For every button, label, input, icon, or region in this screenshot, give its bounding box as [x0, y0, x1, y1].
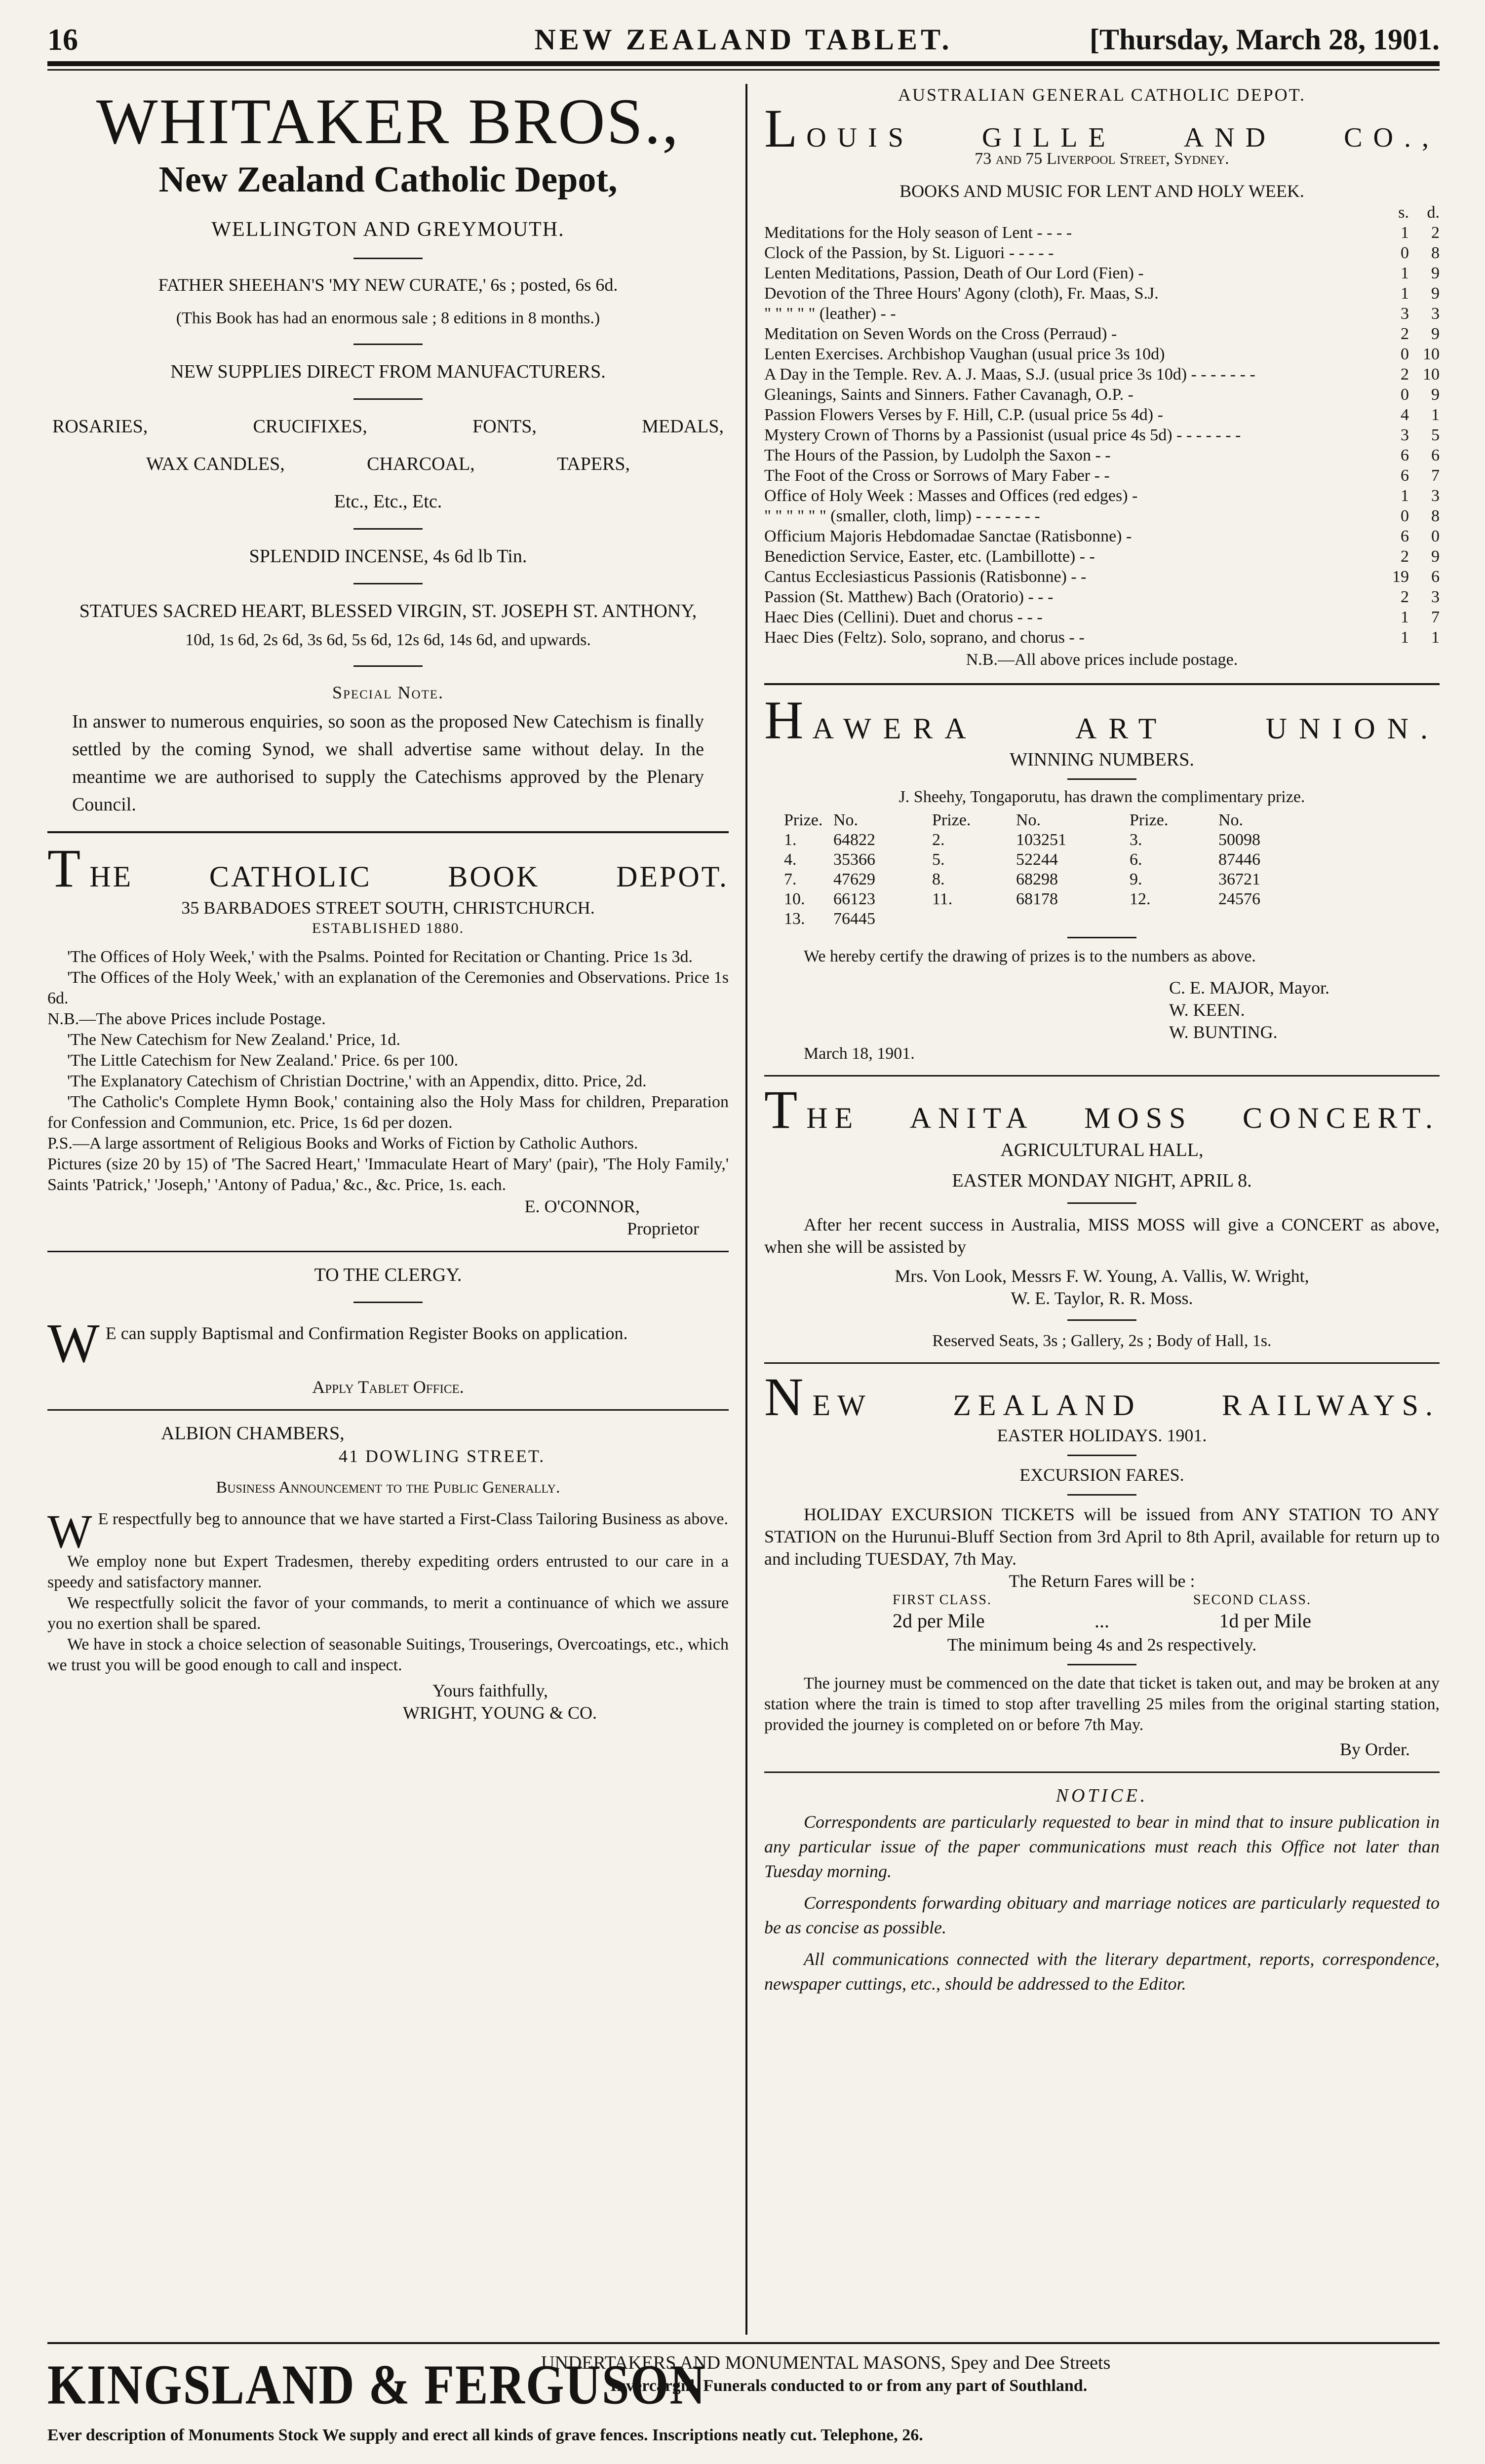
- list-item: 'The Explanatory Catechism of Christian Doctrine,' with an Appendix, ditto. Price, 2d.: [67, 1072, 647, 1090]
- prize-number: 64822: [833, 831, 875, 849]
- hawera-signer: W. BUNTING.: [1169, 1022, 1278, 1042]
- hawera-advert: [764, 690, 1440, 1064]
- left-column: [47, 84, 729, 1724]
- masthead: [47, 20, 1440, 64]
- clergy-advert: [47, 1263, 729, 1398]
- divider: [353, 583, 423, 584]
- item-shillings: 0: [1401, 507, 1409, 525]
- special-note-text: In answer to numerous enquiries, so soon as the proposed New Catechism is finally settled by the coming Synod, we shall advertise same without delay. In the meantime we are authorised to supply the Catechisms approved by the Plenary Council.: [72, 711, 704, 815]
- railways-minimum: The minimum being 4s and 2s respectively.: [947, 1635, 1257, 1655]
- drop-cap: N: [764, 1367, 806, 1427]
- prize-table-header: [784, 810, 1440, 830]
- price-row: [764, 465, 1440, 486]
- second-class-label: SECOND CLASS.: [1193, 1592, 1311, 1608]
- list-item: 'The Offices of Holy Week,' with the Psalms. Pointed for Recitation or Chanting. Price 1s 3d.: [67, 948, 693, 966]
- price-row: [764, 344, 1440, 364]
- item-pence: 1: [1431, 406, 1440, 424]
- prize-rank: 3.: [1130, 831, 1142, 849]
- heading-word: AND: [1183, 122, 1277, 153]
- price-row: [764, 587, 1440, 607]
- price-row: [764, 526, 1440, 546]
- book-depot-heading: [47, 838, 729, 898]
- item-pence: 8: [1431, 507, 1440, 525]
- heading-word: GILLE: [981, 122, 1116, 153]
- prize-number: [1016, 909, 1130, 929]
- prize-table: [784, 830, 1440, 929]
- item-shillings: 6: [1401, 446, 1409, 464]
- price-row: [764, 567, 1440, 587]
- special-note-title: Special Note.: [332, 683, 444, 702]
- fare-dots: ...: [1094, 1610, 1109, 1632]
- item-pence: 9: [1431, 284, 1440, 303]
- item-shillings: 19: [1392, 568, 1409, 586]
- heading-word: CONCERT.: [1243, 1102, 1440, 1134]
- item-shillings: 0: [1401, 345, 1409, 363]
- item-pence: 7: [1431, 466, 1440, 485]
- notice-p1: Correspondents are particularly requested to bear in mind that to insure publication in any particular issue of the paper communications must reach this Office not later than Tuesday morning.: [764, 1812, 1440, 1881]
- albion-signer: WRIGHT, YOUNG & CO.: [403, 1703, 597, 1723]
- albion-p3: We respectfully solicit the favor of your commands, to merit a continuance of which we assure you no exertion shall be spared.: [47, 1594, 729, 1633]
- item-pence: 8: [1431, 244, 1440, 262]
- hawera-complimentary: J. Sheehy, Tongaporutu, has drawn the complimentary prize.: [899, 788, 1305, 806]
- col-no: No.: [1218, 811, 1244, 829]
- divider: [353, 258, 423, 259]
- item: WAX CANDLES,: [146, 454, 285, 474]
- item-pence: 3: [1431, 588, 1440, 606]
- railways-fares: EXCURSION FARES.: [1019, 1465, 1184, 1485]
- footer-line1: UNDERTAKERS AND MONUMENTAL MASONS, Spey and Dee Streets: [541, 2352, 1111, 2373]
- louis-address: 73 and 75 Liverpool Street, Sydney.: [975, 150, 1229, 168]
- albion-p2: We employ none but Expert Tradesmen, thereby expediting orders entrusted to our care in a speedy and satisfactory manner.: [47, 1552, 729, 1591]
- heading-word: HE: [89, 860, 133, 893]
- section-rule: [764, 1771, 1440, 1773]
- divider: [1067, 1202, 1136, 1204]
- price-row: [764, 304, 1440, 324]
- right-column: [764, 84, 1440, 1996]
- item-shillings: 1: [1401, 284, 1409, 303]
- item-pence: 5: [1431, 426, 1440, 444]
- divider: [1067, 1664, 1136, 1665]
- divider: [1067, 1455, 1136, 1456]
- prize-rank: 2.: [932, 831, 945, 849]
- price-row: [764, 546, 1440, 567]
- item-shillings: 1: [1401, 608, 1409, 626]
- col-s: s.: [1398, 203, 1409, 222]
- newspaper-title: NEW ZEALAND TABLET.: [534, 23, 953, 56]
- drop-cap: T: [764, 1079, 800, 1140]
- item: MEDALS,: [642, 416, 724, 437]
- item: FONTS,: [472, 416, 537, 437]
- whitaker-incense: SPLENDID INCENSE, 4s 6d lb Tin.: [249, 546, 527, 567]
- railways-holidays: EASTER HOLIDAYS. 1901.: [997, 1425, 1207, 1445]
- price-row: [764, 405, 1440, 425]
- albion-announcement: Business Announcement to the Public Generally.: [216, 1478, 560, 1497]
- clergy-text: E can supply Baptismal and Confirmation Register Books on application.: [105, 1323, 628, 1343]
- item-pence: 9: [1431, 325, 1440, 343]
- divider: [353, 1302, 423, 1303]
- page-number: 16: [47, 23, 78, 57]
- divider: [353, 528, 423, 530]
- item-title: Officium Majoris Hebdomadae Sanctae (Ratisbonne) -: [764, 527, 1132, 545]
- section-rule: [47, 1251, 729, 1252]
- louis-gille-advert: [764, 84, 1440, 670]
- prize-rank: 13.: [784, 910, 805, 928]
- item-title: Clock of the Passion, by St. Liguori - - - - -: [764, 244, 1054, 262]
- list-item: Pictures (size 20 by 15) of 'The Sacred Heart,' 'Immaculate Heart of Mary' (pair), 'The Holy Family,' Saints 'Patrick,' 'Joseph,' 'Antony of Padua,' &c., &c. Price, 1s. each.: [47, 1155, 729, 1194]
- list-item: N.B.—The above Prices include Postage.: [47, 1010, 326, 1028]
- list-item: 'The New Catechism for New Zealand.' Price, 1d.: [67, 1031, 401, 1049]
- footer-advert: [47, 2352, 1440, 2451]
- heading-word: DEPOT.: [616, 860, 729, 893]
- heading-word: UNION.: [1265, 712, 1440, 745]
- item-title: Passion (St. Matthew) Bach (Oratorio) - - -: [764, 588, 1054, 606]
- prize-rank: 12.: [1130, 890, 1151, 908]
- item-title: Meditations for the Holy season of Lent - - - -: [764, 224, 1072, 242]
- prize-rank: 9.: [1130, 870, 1142, 888]
- price-list: [764, 223, 1440, 648]
- albion-advert: [47, 1422, 729, 1724]
- list-item: 'The Offices of the Holy Week,' with an explanation of the Ceremonies and Observations. Price 1s 6d.: [47, 968, 729, 1007]
- price-header: [764, 202, 1440, 223]
- item-shillings: 1: [1401, 224, 1409, 242]
- prize-number: 68298: [1016, 870, 1058, 888]
- prize-number: 52244: [1016, 850, 1058, 869]
- anita-assist1: Mrs. Von Look, Messrs F. W. Young, A. Vallis, W. Wright,: [895, 1266, 1309, 1286]
- section-rule: [764, 683, 1440, 685]
- footer-line3: Ever description of Monuments Stock We supply and erect all kinds of grave fences. Inscriptions neatly cut. Telephone, 26.: [47, 2426, 923, 2444]
- item-pence: 1: [1431, 628, 1440, 647]
- list-item: P.S.—A large assortment of Religious Books and Works of Fiction by Catholic Authors.: [47, 1134, 638, 1153]
- railways-order: By Order.: [1340, 1739, 1410, 1759]
- prize-number: 35366: [833, 850, 875, 869]
- col-no: No.: [1016, 811, 1041, 829]
- prize-rank: 5.: [932, 850, 945, 869]
- whitaker-sheehan: FATHER SHEEHAN'S 'MY NEW CURATE,' 6s ; posted, 6s 6d.: [158, 275, 618, 295]
- price-row: [764, 364, 1440, 385]
- item-title: Meditation on Seven Words on the Cross (Perraud) -: [764, 325, 1117, 343]
- item-shillings: 6: [1401, 527, 1409, 545]
- masthead-rule: [47, 61, 1440, 66]
- whitaker-items-row2: [47, 452, 729, 476]
- anita-p1: After her recent success in Australia, MISS MOSS will give a CONCERT as above, when she will be assisted by: [764, 1215, 1440, 1257]
- divider: [353, 665, 423, 667]
- first-class-label: FIRST CLASS.: [893, 1592, 992, 1608]
- prize-rank: [932, 909, 1016, 929]
- item-pence: 10: [1423, 345, 1440, 363]
- whitaker-name: WHITAKER BROS.,: [96, 85, 680, 157]
- item-shillings: 3: [1401, 426, 1409, 444]
- book-depot-established: ESTABLISHED 1880.: [312, 920, 465, 936]
- albion-p1-text: E respectfully beg to announce that we have started a First-Class Tailoring Business as above.: [98, 1510, 729, 1528]
- price-row: [764, 445, 1440, 465]
- price-row: [764, 607, 1440, 627]
- item-title: Cantus Ecclesiasticus Passionis (Ratisbonne) - -: [764, 568, 1087, 586]
- item-shillings: 1: [1401, 487, 1409, 505]
- notice-p2: Correspondents forwarding obituary and marriage notices are particularly requested to be as concise as possible.: [764, 1893, 1440, 1937]
- heading-word: CATHOLIC: [209, 860, 372, 893]
- book-depot-address: 35 BARBADOES STREET SOUTH, CHRISTCHURCH.: [181, 898, 595, 918]
- item: CHARCOAL,: [367, 454, 475, 474]
- clergy-apply: Apply Tablet Office.: [312, 1377, 464, 1397]
- notice-title: NOTICE.: [1055, 1785, 1148, 1806]
- item-title: The Foot of the Cross or Sorrows of Mary Faber - -: [764, 466, 1110, 485]
- price-row: [764, 486, 1440, 506]
- item-title: Mystery Crown of Thorns by a Passionist (usual price 4s 5d) - - - - - - -: [764, 426, 1241, 444]
- item-shillings: 2: [1401, 325, 1409, 343]
- price-row: [764, 263, 1440, 283]
- item-pence: 3: [1431, 305, 1440, 323]
- heading-word: HE: [806, 1102, 860, 1134]
- heading-word: MOSS: [1084, 1102, 1193, 1134]
- heading-word: ART: [1075, 712, 1169, 745]
- item-pence: 6: [1431, 568, 1440, 586]
- drop-cap: H: [764, 690, 806, 750]
- item-title: Haec Dies (Cellini). Duet and chorus - - -: [764, 608, 1043, 626]
- price-row: [764, 627, 1440, 648]
- railways-heading: [764, 1367, 1440, 1427]
- catholic-book-depot-advert: [47, 838, 729, 1240]
- col-prize: Prize.: [932, 811, 971, 829]
- railways-p1: HOLIDAY EXCURSION TICKETS will be issued from ANY STATION TO ANY STATION on the Hurunui-Bluff Section from 3rd April to 8th April, available for return up to and including TUESDAY, 7th May.: [764, 1504, 1440, 1569]
- whitaker-location: WELLINGTON AND GREYMOUTH.: [211, 218, 565, 241]
- item-title: Office of Holy Week : Masses and Offices (red edges) -: [764, 487, 1138, 505]
- item-shillings: 4: [1401, 406, 1409, 424]
- whitaker-statues-prices: 10d, 1s 6d, 2s 6d, 3s 6d, 5s 6d, 12s 6d, 14s 6d, and upwards.: [185, 631, 591, 649]
- heading-word: AWERA: [812, 712, 978, 745]
- hawera-signer: C. E. MAJOR, Mayor.: [1169, 978, 1330, 998]
- item: CRUCIFIXES,: [253, 416, 367, 437]
- clergy-body: [47, 1313, 729, 1374]
- list-item: 'The Catholic's Complete Hymn Book,' containing also the Holy Mass for children, Preparation for Confession and Communion, etc. Price, 1s 6d per dozen.: [47, 1093, 729, 1132]
- col-no: No.: [833, 811, 859, 829]
- item-pence: 2: [1431, 224, 1440, 242]
- divider: [353, 398, 423, 400]
- item-shillings: 0: [1401, 385, 1409, 404]
- whitaker-subtitle: New Zealand Catholic Depot,: [158, 159, 618, 200]
- section-rule: [47, 831, 729, 833]
- item-pence: 9: [1431, 385, 1440, 404]
- item-shillings: 3: [1401, 305, 1409, 323]
- price-row: [764, 385, 1440, 405]
- anita-heading: [764, 1079, 1440, 1140]
- drop-cap: T: [47, 838, 83, 898]
- second-class-fare: 1d per Mile: [1219, 1610, 1311, 1632]
- book-depot-signer-title: Proprietor: [627, 1219, 699, 1238]
- anita-assist2: W. E. Taylor, R. R. Moss.: [1011, 1288, 1193, 1308]
- col-prize: Prize.: [1130, 811, 1169, 829]
- prize-number: 68178: [1016, 890, 1058, 908]
- book-depot-signer: E. O'CONNOR,: [524, 1196, 640, 1216]
- item-title: Devotion of the Three Hours' Agony (cloth), Fr. Maas, S.J.: [764, 284, 1159, 303]
- anita-hall: AGRICULTURAL HALL,: [1000, 1140, 1204, 1160]
- albion-p1: [47, 1505, 729, 1558]
- item-shillings: 2: [1401, 588, 1409, 606]
- footer-brand: KINGSLAND & FERGUSON: [47, 2353, 706, 2416]
- heading-word: OUIS: [806, 122, 914, 153]
- price-row: [764, 223, 1440, 243]
- item-title: Lenten Exercises. Archbishop Vaughan (usual price 3s 10d): [764, 345, 1165, 363]
- col-prize: Prize.: [784, 811, 823, 829]
- item-pence: 3: [1431, 487, 1440, 505]
- drop-cap: W: [47, 1505, 92, 1558]
- item-shillings: 2: [1401, 365, 1409, 384]
- whitaker-supplies: NEW SUPPLIES DIRECT FROM MANUFACTURERS.: [170, 361, 606, 382]
- prize-rank: [1130, 909, 1218, 929]
- prize-number: 36721: [1218, 870, 1260, 888]
- anita-moss-advert: [764, 1079, 1440, 1351]
- prize-number: 50098: [1218, 831, 1260, 849]
- prize-rank: 7.: [784, 870, 797, 888]
- hawera-heading: [764, 690, 1440, 750]
- clergy-heading: TO THE CLERGY.: [314, 1265, 462, 1285]
- item-shillings: 1: [1401, 264, 1409, 282]
- albion-heading: ALBION CHAMBERS,: [161, 1423, 345, 1444]
- railways-return: The Return Fares will be :: [1009, 1571, 1195, 1591]
- heading-word: CO.,: [1344, 122, 1440, 153]
- item-pence: 0: [1431, 527, 1440, 545]
- item-title: Passion Flowers Verses by F. Hill, C.P. (usual price 5s 4d) -: [764, 406, 1163, 424]
- footer-line2: Invercargill. Funerals conducted to or from any part of Southland.: [610, 2377, 1088, 2395]
- item-title: Haec Dies (Feltz). Solo, soprano, and chorus - -: [764, 628, 1085, 647]
- divider: [353, 344, 423, 345]
- price-row: [764, 425, 1440, 445]
- divider: [1067, 778, 1136, 780]
- item-title: " " " " " (leather) - -: [764, 305, 896, 323]
- prize-number: 47629: [833, 870, 875, 888]
- hawera-date: March 18, 1901.: [804, 1044, 915, 1063]
- louis-books-heading: BOOKS AND MUSIC FOR LENT AND HOLY WEEK.: [899, 181, 1304, 201]
- prize-rank: 1.: [784, 831, 797, 849]
- louis-top: AUSTRALIAN GENERAL CATHOLIC DEPOT.: [898, 85, 1306, 105]
- railways-p2: The journey must be commenced on the date that ticket is taken out, and may be broken at any station where the train is timed to stop after travelling 25 miles from the original starting station, provided the journey is completed on or before 7th May.: [764, 1674, 1440, 1734]
- railways-class-row: [764, 1592, 1440, 1608]
- whitaker-etc: Etc., Etc., Etc.: [334, 491, 442, 512]
- first-class-fare: 2d per Mile: [893, 1610, 985, 1632]
- item-shillings: 0: [1401, 244, 1409, 262]
- heading-word: ANITA: [909, 1102, 1034, 1134]
- section-rule: [764, 1075, 1440, 1077]
- section-rule: [764, 1362, 1440, 1364]
- item-title: A Day in the Temple. Rev. A. J. Maas, S.J. (usual price 3s 10d) - - - - - - -: [764, 365, 1255, 384]
- hawera-certify: We hereby certify the drawing of prizes is to the numbers as above.: [804, 947, 1256, 965]
- list-item: 'The Little Catechism for New Zealand.' Price. 6s per 100.: [67, 1051, 459, 1070]
- section-rule: [47, 1409, 729, 1411]
- item-title: Lenten Meditations, Passion, Death of Our Lord (Fien) -: [764, 264, 1144, 282]
- whitaker-advert: [47, 87, 729, 818]
- item-pence: 7: [1431, 608, 1440, 626]
- whitaker-statues: STATUES SACRED HEART, BLESSED VIRGIN, ST. JOSEPH ST. ANTHONY,: [79, 601, 697, 621]
- item-shillings: 2: [1401, 547, 1409, 566]
- hawera-signer: W. KEEN.: [1169, 1000, 1245, 1020]
- prize-number: 76445: [833, 910, 875, 928]
- book-depot-list: [47, 947, 729, 1195]
- price-row: [764, 506, 1440, 526]
- col-d: d.: [1427, 203, 1440, 222]
- prize-number: 103251: [1016, 831, 1066, 849]
- hawera-sub: WINNING NUMBERS.: [1010, 749, 1194, 770]
- albion-address: 41 DOWLING STREET.: [339, 1446, 546, 1466]
- item-title: Gleanings, Saints and Sinners. Father Cavanagh, O.P. -: [764, 385, 1133, 404]
- prize-number: 66123: [833, 890, 875, 908]
- item-shillings: 6: [1401, 466, 1409, 485]
- item: ROSARIES,: [52, 416, 148, 437]
- divider: [1067, 937, 1136, 938]
- prize-number: 24576: [1218, 890, 1260, 908]
- item-pence: 9: [1431, 547, 1440, 566]
- item: TAPERS,: [557, 454, 630, 474]
- prize-number: [1218, 909, 1317, 929]
- whitaker-sheehan-note: (This Book has had an enormous sale ; 8 editions in 8 months.): [176, 309, 600, 327]
- footer-rule: [47, 2342, 1440, 2344]
- drop-cap: L: [764, 98, 800, 158]
- issue-date: [Thursday, March 28, 1901.: [1090, 23, 1440, 56]
- heading-word: BOOK: [448, 860, 540, 893]
- column-divider: [745, 84, 747, 2335]
- divider: [1067, 1494, 1136, 1496]
- divider: [1067, 1319, 1136, 1321]
- notice-box: [764, 1784, 1440, 1996]
- louis-nb: N.B.—All above prices include postage.: [966, 651, 1238, 669]
- heading-word: RAILWAYS.: [1221, 1389, 1440, 1422]
- notice-p3: All communications connected with the literary department, reports, correspondence, newspaper cuttings, etc., should be addressed to the Editor.: [764, 1949, 1440, 1994]
- prize-rank: 4.: [784, 850, 797, 869]
- drop-cap: W: [47, 1313, 100, 1374]
- prize-number: 87446: [1218, 850, 1260, 869]
- whitaker-items-row1: [47, 415, 729, 438]
- masthead-rule-thin: [47, 69, 1440, 71]
- prize-rank: 8.: [932, 870, 945, 888]
- albion-p4: We have in stock a choice selection of seasonable Suitings, Trouserings, Overcoatings, etc., which we trust you will be good enough to call and inspect.: [47, 1635, 729, 1674]
- item-title: " " " " " " (smaller, cloth, limp) - - - - - - -: [764, 507, 1040, 525]
- item-title: Benediction Service, Easter, etc. (Lambillotte) - -: [764, 547, 1095, 566]
- anita-seats: Reserved Seats, 3s ; Gallery, 2s ; Body of Hall, 1s.: [932, 1332, 1272, 1350]
- railways-advert: [764, 1367, 1440, 1761]
- prize-rank: 11.: [932, 890, 953, 908]
- item-pence: 10: [1423, 365, 1440, 384]
- heading-word: EW: [812, 1389, 872, 1422]
- price-row: [764, 324, 1440, 344]
- item-pence: 6: [1431, 446, 1440, 464]
- railways-fare-row: [764, 1608, 1440, 1634]
- heading-word: ZEALAND: [953, 1389, 1141, 1422]
- albion-close: Yours faithfully,: [432, 1681, 548, 1700]
- louis-heading: [764, 98, 1440, 158]
- item-shillings: 1: [1401, 628, 1409, 647]
- anita-night: EASTER MONDAY NIGHT, APRIL 8.: [952, 1170, 1252, 1191]
- item-pence: 9: [1431, 264, 1440, 282]
- prize-rank: 6.: [1130, 850, 1142, 869]
- item-title: The Hours of the Passion, by Ludolph the Saxon - -: [764, 446, 1111, 464]
- price-row: [764, 283, 1440, 304]
- price-row: [764, 243, 1440, 263]
- prize-rank: 10.: [784, 890, 805, 908]
